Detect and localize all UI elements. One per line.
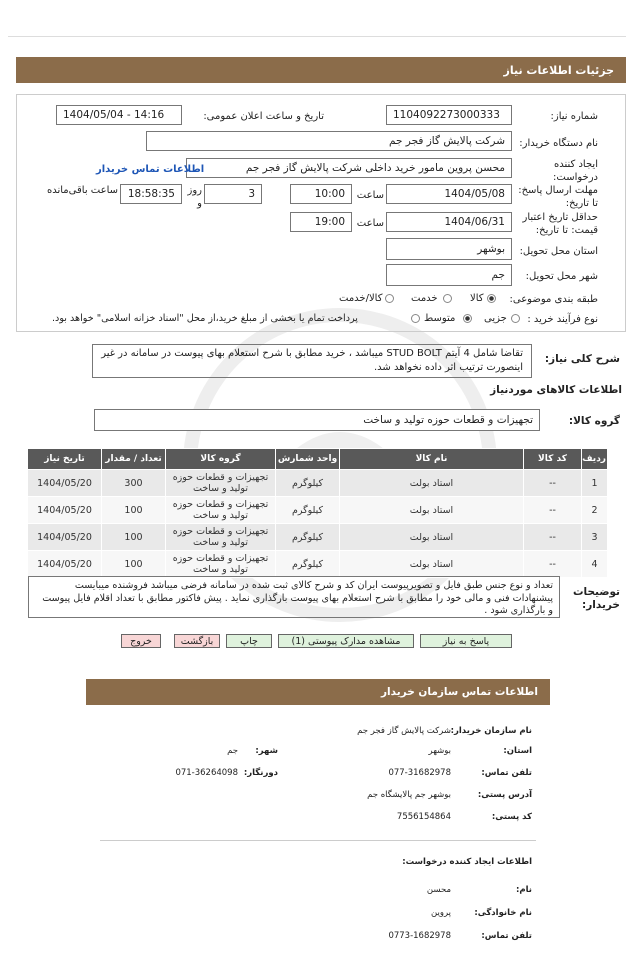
cell-qty: 300 bbox=[102, 470, 166, 497]
cell-qty: 100 bbox=[102, 524, 166, 551]
category-option-goods: کالا bbox=[470, 293, 484, 304]
cell-qty: 100 bbox=[102, 551, 166, 578]
cell-date: 1404/05/20 bbox=[28, 551, 102, 578]
province-field: بوشهر bbox=[386, 238, 512, 260]
process-radio-minor[interactable] bbox=[511, 314, 520, 323]
city-label: شهر محل تحویل: bbox=[525, 271, 598, 282]
days-label: روز و bbox=[187, 185, 202, 209]
buyer-field: شرکت پالایش گاز فجر جم bbox=[146, 131, 512, 151]
address-value: بوشهر جم پالایشگاه جم bbox=[367, 790, 451, 800]
col-unit: واحد شمارش bbox=[276, 449, 340, 470]
deadline-date-field: 1404/05/08 bbox=[386, 184, 512, 204]
validity-time-field: 19:00 bbox=[290, 212, 352, 232]
col-row: ردیف bbox=[582, 449, 608, 470]
creator-label: ایجاد کننده درخواست: bbox=[553, 159, 598, 183]
need-number-label: شماره نیاز: bbox=[550, 111, 598, 122]
contact-header bbox=[86, 679, 550, 705]
treasury-note: پرداخت تمام یا بخشی از مبلغ خرید،از محل "اسناد خزانه اسلامی" خواهد بود. bbox=[52, 313, 358, 324]
time-remaining-field: 18:58:35 bbox=[120, 184, 182, 204]
phone-value: 077-31682978 bbox=[388, 768, 451, 778]
cell-row: 4 bbox=[582, 551, 608, 578]
cell-row: 3 bbox=[582, 524, 608, 551]
city-contact-value: جم bbox=[227, 746, 238, 756]
phone-label: تلفن تماس: bbox=[481, 768, 532, 778]
process-radio-medium[interactable] bbox=[463, 314, 472, 323]
cell-row: 1 bbox=[582, 470, 608, 497]
process-label: نوع فرآیند خرید : bbox=[527, 314, 598, 325]
city-contact-label: شهر: bbox=[255, 746, 278, 756]
province-contact-value: بوشهر bbox=[428, 746, 451, 756]
cell-code: -- bbox=[524, 524, 582, 551]
need-number-field: 1104092273000333 bbox=[386, 105, 512, 125]
section-header bbox=[16, 57, 626, 83]
family-label: نام خانوادگی: bbox=[474, 908, 532, 918]
cell-unit: کیلوگرم bbox=[276, 470, 340, 497]
table-row bbox=[28, 524, 608, 551]
cell-row: 2 bbox=[582, 497, 608, 524]
summary-text: تقاضا شامل 4 آیتم STUD BOLT میباشد ، خرید مطابق با شرح استعلام بهای پیوست در سامانه در غیر اینصورت ترتیب اثر داده نخواهد شد. bbox=[92, 344, 532, 378]
validity-label: حداقل تاریخ اعتبار قیمت: تا تاریخ: bbox=[522, 212, 598, 236]
contact-divider bbox=[100, 840, 536, 841]
category-radio-goods[interactable] bbox=[487, 294, 496, 303]
name-value: محسن bbox=[426, 885, 451, 895]
category-option-service: خدمت bbox=[411, 293, 438, 304]
cell-group: تجهیزات و قطعات حوزه تولید و ساخت bbox=[166, 470, 276, 497]
deadline-label: مهلت ارسال پاسخ: تا تاریخ: bbox=[518, 185, 598, 209]
creator-info-title: اطلاعات ایجاد کننده درخواست: bbox=[402, 857, 532, 867]
buyer-notes-text: تعداد و نوع جنس طبق فایل و تصویرپیوست ایران کد و شرح کالای ثبت شده در سامانه فرضی میباشد فروشنده میبایست پیشنهادات فنی و مالی خود را مطابق با شرح استعلام بهای پیوست بارگذاری نماید . پیش فاکتور مطابق با تعداد اقلام فایل پیوست و بارگذاری شود . bbox=[28, 576, 560, 618]
time-remaining-label: ساعت باقی‌مانده bbox=[46, 185, 118, 196]
goods-group-field: تجهیزات و قطعات حوزه تولید و ساخت bbox=[94, 409, 540, 431]
col-date: تاریخ نیاز bbox=[28, 449, 102, 470]
deadline-time-field: 10:00 bbox=[290, 184, 352, 204]
buyer-contact-link[interactable]: اطلاعات تماس خریدار bbox=[96, 164, 205, 175]
back-button[interactable]: بازگشت bbox=[174, 634, 220, 648]
cell-name: استاد بولت bbox=[340, 524, 524, 551]
validity-date-field: 1404/06/31 bbox=[386, 212, 512, 232]
fax-label: دورنگار: bbox=[243, 768, 278, 778]
col-name: نام کالا bbox=[340, 449, 524, 470]
deadline-time-label: ساعت bbox=[356, 190, 384, 201]
announce-date-field: 1404/05/04 - 14:16 bbox=[56, 105, 182, 125]
table-row bbox=[28, 551, 608, 578]
province-label: استان محل تحویل: bbox=[519, 246, 598, 257]
name-label: نام: bbox=[515, 885, 532, 895]
cell-code: -- bbox=[524, 470, 582, 497]
family-value: پروین bbox=[431, 908, 451, 918]
col-group: گروه کالا bbox=[166, 449, 276, 470]
address-label: آدرس پستی: bbox=[477, 790, 532, 800]
validity-time-label: ساعت bbox=[356, 218, 384, 229]
cell-name: استاد بولت bbox=[340, 470, 524, 497]
exit-button[interactable]: خروج bbox=[121, 634, 161, 648]
postal-value: 7556154864 bbox=[396, 812, 451, 822]
goods-title: اطلاعات کالاهای موردنیاز bbox=[490, 384, 622, 396]
process-option-minor: جزیی bbox=[484, 313, 507, 324]
cell-name: استاد بولت bbox=[340, 497, 524, 524]
cell-name: استاد بولت bbox=[340, 551, 524, 578]
goods-table bbox=[28, 448, 608, 578]
summary-label: شرح کلی نیاز: bbox=[544, 353, 620, 365]
days-remaining-field: 3 bbox=[204, 184, 262, 204]
contact-title: اطلاعات تماس سازمان خریدار bbox=[381, 686, 538, 698]
province-contact-label: استان: bbox=[503, 746, 532, 756]
print-button[interactable]: چاپ bbox=[226, 634, 272, 648]
table-row bbox=[28, 470, 608, 497]
category-option-both: کالا/خدمت bbox=[339, 293, 383, 304]
cell-group: تجهیزات و قطعات حوزه تولید و ساخت bbox=[166, 551, 276, 578]
buyer-label: نام دستگاه خریدار: bbox=[519, 138, 598, 149]
cell-date: 1404/05/20 bbox=[28, 497, 102, 524]
creator-phone-label: تلفن تماس: bbox=[481, 931, 532, 941]
cell-date: 1404/05/20 bbox=[28, 470, 102, 497]
table-row bbox=[28, 497, 608, 524]
category-label: طبقه بندی موضوعی: bbox=[509, 294, 598, 305]
col-qty: تعداد / مقدار bbox=[102, 449, 166, 470]
cell-group: تجهیزات و قطعات حوزه تولید و ساخت bbox=[166, 497, 276, 524]
col-code: کد کالا bbox=[524, 449, 582, 470]
cell-unit: کیلوگرم bbox=[276, 551, 340, 578]
cell-date: 1404/05/20 bbox=[28, 524, 102, 551]
cell-unit: کیلوگرم bbox=[276, 497, 340, 524]
buyer-notes-label: توضیحات خریدار: bbox=[572, 586, 620, 611]
cell-code: -- bbox=[524, 497, 582, 524]
announce-date-label: تاریخ و ساعت اعلان عمومی: bbox=[203, 111, 324, 122]
process-option-medium: متوسط bbox=[424, 313, 456, 324]
treasury-checkbox[interactable] bbox=[411, 314, 420, 323]
creator-phone-value: 0773-1682978 bbox=[388, 931, 451, 941]
org-value: شرکت پالایش گاز فجر جم bbox=[357, 726, 451, 736]
section-title: جزئیات اطلاعات نیاز bbox=[503, 63, 614, 77]
category-radio-service[interactable] bbox=[443, 294, 452, 303]
postal-label: کد پستی: bbox=[491, 812, 532, 822]
goods-table-header bbox=[28, 449, 608, 470]
reply-button[interactable]: پاسخ به نیاز bbox=[420, 634, 512, 648]
fax-value: 071-36264098 bbox=[175, 768, 238, 778]
cell-group: تجهیزات و قطعات حوزه تولید و ساخت bbox=[166, 524, 276, 551]
cell-code: -- bbox=[524, 551, 582, 578]
cell-qty: 100 bbox=[102, 497, 166, 524]
attachments-button[interactable]: مشاهده مدارک پیوستی (1) bbox=[278, 634, 414, 648]
cell-unit: کیلوگرم bbox=[276, 524, 340, 551]
creator-field: محسن پروین مامور خرید داخلی شرکت پالایش گاز فجر جم bbox=[186, 158, 512, 178]
org-label: نام سازمان خریدار: bbox=[450, 726, 532, 736]
goods-group-label: گروه کالا: bbox=[568, 415, 620, 427]
top-divider bbox=[8, 36, 626, 37]
category-radio-both[interactable] bbox=[385, 294, 394, 303]
city-field: جم bbox=[386, 264, 512, 286]
